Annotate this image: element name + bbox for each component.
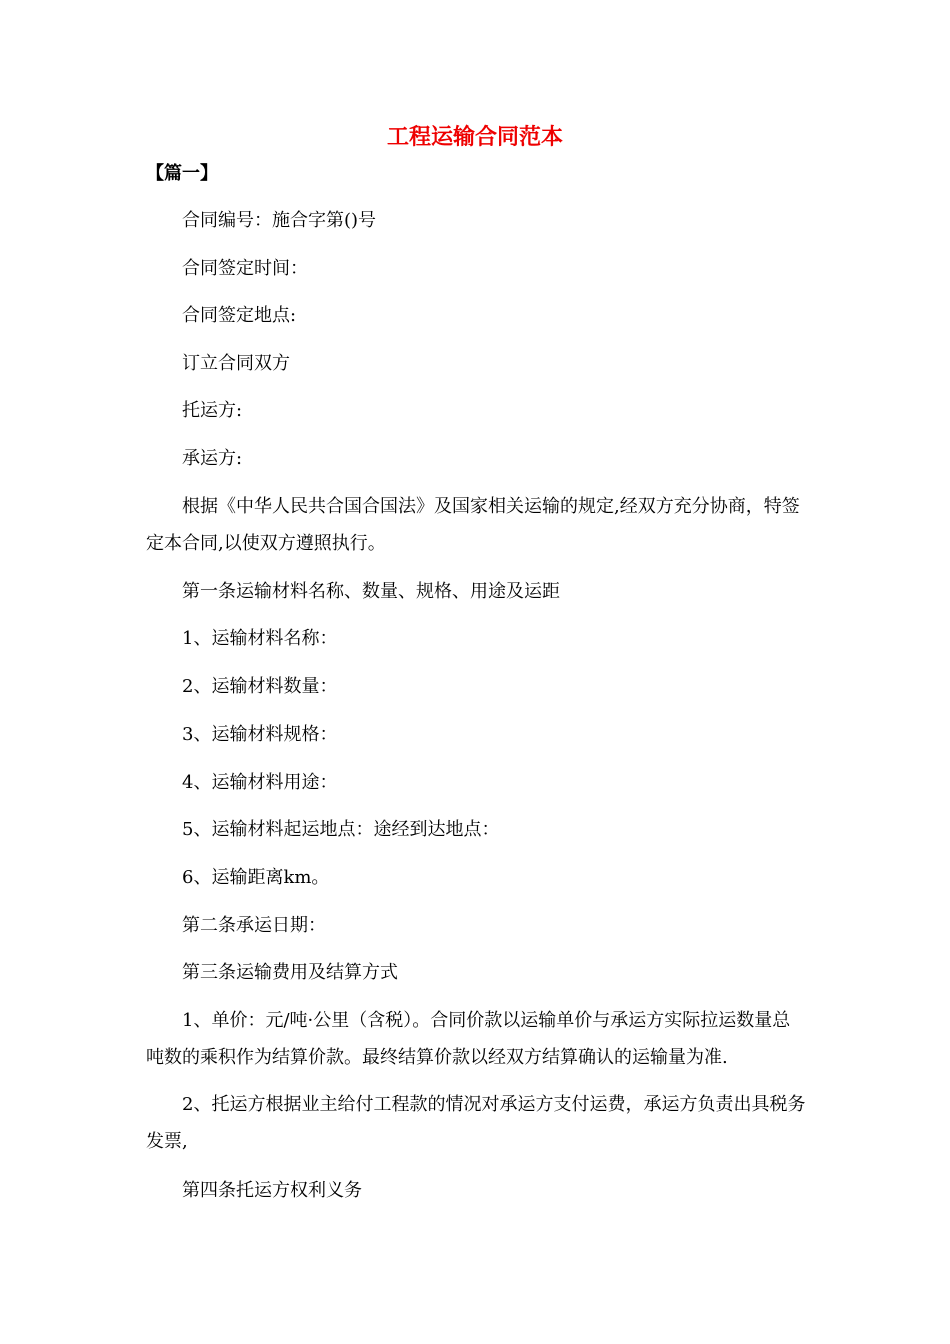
paragraph-article-2: 第二条承运日期： <box>182 915 326 936</box>
paragraph-item-6: 6、运输距离km。 <box>182 867 330 888</box>
paragraph-contract-number: 合同编号：施合字第()号 <box>182 210 377 231</box>
paragraph-basis: 根据《中华人民共合国合国法》及国家相关运输的规定,经双方充分协商，特签定本合同,以使双方遵照执行。 <box>146 496 800 554</box>
paragraph-sign-place: 合同签定地点: <box>182 305 297 326</box>
paragraph-item-5: 5、运输材料起运地点：途经到达地点： <box>182 819 500 840</box>
paragraph-parties: 订立合同双方 <box>182 353 290 374</box>
paragraph-item-3: 3、运输材料规格： <box>182 724 338 745</box>
paragraph-payment: 2、托运方根据业主给付工程款的情况对承运方支付运费，承运方负责出具税务发票, <box>146 1094 806 1152</box>
paragraph-sign-time: 合同签定时间： <box>182 258 308 279</box>
paragraph-item-4: 4、运输材料用途： <box>182 772 338 793</box>
paragraph-item-2: 2、运输材料数量： <box>182 676 338 697</box>
paragraph-shipper: 托运方: <box>182 400 243 421</box>
paragraph-article-1: 第一条运输材料名称、数量、规格、用途及运距 <box>182 581 560 602</box>
paragraph-price: 1、单价：元/吨·公里（含税）。合同价款以运输单价与承运方实际拉运数量总吨数的乘积作为结算价款。最终结算价款以经双方结算确认的运输量为准. <box>146 1010 791 1068</box>
paragraph-item-1: 1、运输材料名称： <box>182 628 338 649</box>
paragraph-carrier: 承运方: <box>182 448 243 469</box>
paragraph-article-3: 第三条运输费用及结算方式 <box>182 962 398 983</box>
section-label: 【篇一】 <box>146 163 218 184</box>
paragraph-article-4: 第四条托运方权利义务 <box>182 1180 362 1201</box>
document-title: 工程运输合同范本 <box>386 124 563 150</box>
